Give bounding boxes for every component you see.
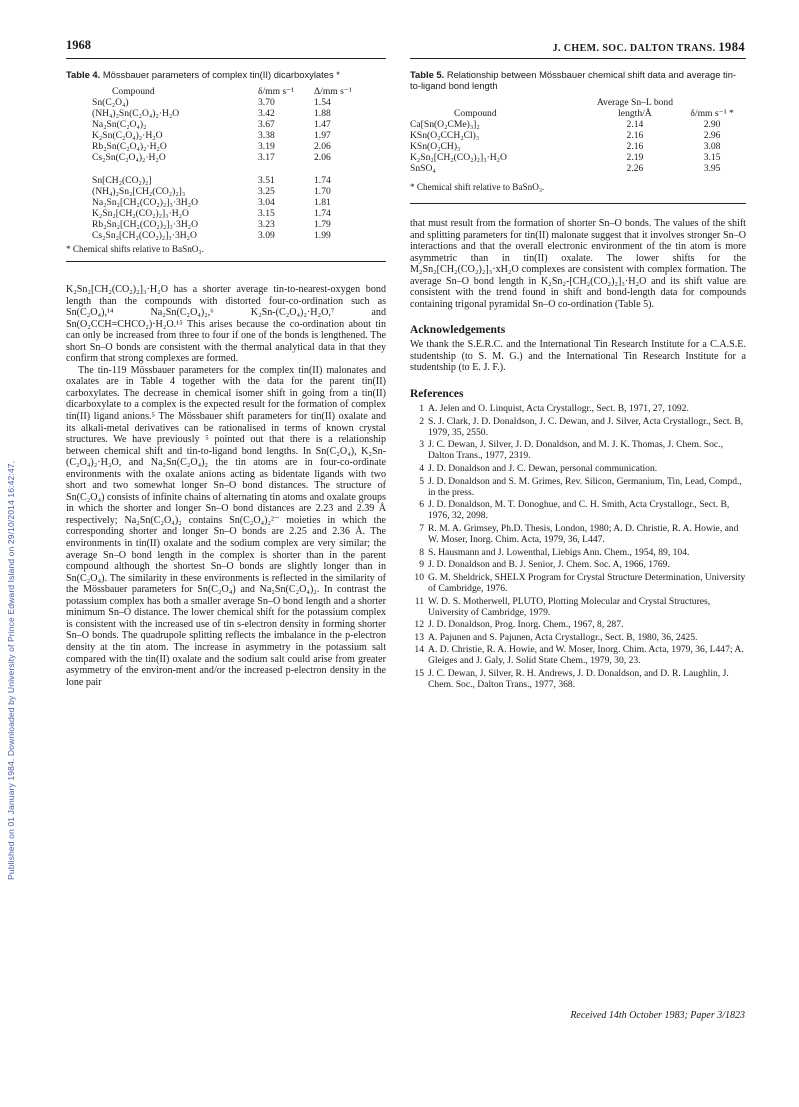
- acknowledgements-heading: Acknowledgements: [410, 324, 506, 337]
- reference-number: 2: [419, 415, 424, 427]
- table5-cell: 2.16: [626, 141, 644, 152]
- reference-item: [410, 463, 746, 474]
- table4-malonate-cell: Rb₂Sn₂[CH₂(CO₂)₂]₃·3H₂O: [92, 219, 199, 230]
- table4-oxalate-cell: 1.88: [314, 108, 331, 119]
- table4-malonate-cell: (NH₄)₂Sn₂[CH₂(CO₂)₂]₃: [92, 186, 186, 197]
- table4-malonate-cell: 1.70: [314, 186, 331, 197]
- table4-malonate-row: [90, 219, 372, 230]
- reference-item: [410, 416, 746, 438]
- reference-number: 14: [414, 644, 424, 656]
- table4-malonate-cell: Na₂Sn₂[CH₂(CO₂)₂]₃·3H₂O: [92, 197, 199, 208]
- table4-oxalate-row: [90, 108, 372, 119]
- table4-oxalate-row: [90, 152, 372, 163]
- reference-item: [410, 572, 746, 594]
- table4-oxalate-row: [90, 141, 372, 152]
- table4-oxalate-cell: 1.97: [314, 130, 331, 141]
- table4-header-splitting: Δ/mm s⁻¹: [314, 86, 352, 97]
- reference-item: [410, 619, 746, 630]
- table4-malonate-row: [90, 197, 372, 208]
- right-column: [410, 58, 746, 692]
- table4-header-compound: Compound: [112, 86, 155, 97]
- table4-oxalate-cell: 3.67: [258, 119, 275, 130]
- reference-text: J. C. Dewan, J. Silver, J. D. Donaldson, and M. J. K. Thomas, J. Chem. Soc., Dalton Trans., 1977, 2319.: [428, 439, 723, 462]
- table5-row: [410, 141, 746, 152]
- table5-cell: 2.14: [626, 119, 644, 130]
- table4-malonate-row: [90, 186, 372, 197]
- table4-malonate-cell: Cs₂Sn₂[CH₂(CO₂)₂]₃·3H₂O: [92, 230, 197, 241]
- table5-cell: 2.26: [626, 163, 644, 174]
- table5-cell: 2.90: [703, 119, 721, 130]
- table5-cell: 2.96: [703, 130, 721, 141]
- reference-text: S. J. Clark, J. D. Donaldson, J. C. Dewan, and J. Silver, Acta Crystallogr., Sect. B, 1979, 35, 2550.: [428, 415, 744, 438]
- table4-oxalate-row: [90, 97, 372, 108]
- table5-row: [410, 152, 746, 163]
- table5-row: [410, 130, 746, 141]
- table5-cell: KSn(O₂CH)₃: [410, 141, 461, 152]
- reference-number: 3: [419, 439, 424, 451]
- references-heading: References: [410, 388, 464, 401]
- reference-text: A. Jelen and O. Linquist, Acta Crystallogr., Sect. B, 1971, 27, 1092.: [428, 403, 689, 415]
- table4-oxalate-cell: Cs₂Sn(C₂O₄)₂·H₂O: [92, 152, 166, 163]
- table4-malonate-cell: 3.04: [258, 197, 275, 208]
- table5-row: [410, 119, 746, 130]
- table4-oxalate-cell: K₂Sn(C₂O₄)₂·H₂O: [92, 130, 163, 141]
- table5-header-shift: δ/mm s⁻¹ *: [690, 108, 734, 119]
- table4-malonate-row: [90, 208, 372, 219]
- reference-item: [410, 644, 746, 666]
- paragraph-2: The tin-119 Mössbauer parameters for the complex tin(II) malonates and oxalates are in Table 4 together with the data for the parent tin(II) carboxylates. The decrease in chemical isomer shift in going from a tin(II) dicarboxylate to a complex is the expected result for the formation of complex tin(II) ligand anions.⁵ The Mössbauer shift parameters for tin(II) oxalate and its alkali-metal derivatives can be rationalised in terms of known crystal structures. We have previously ⁵ pointed out that there is a relationship between chemical shift and tin-to-ligand bond lengths. In Sn(C₂O₄), K₂Sn-(C₂O₄)₂·H₂O, and Na₂Sn(C₂O₄)₂ the tin atoms are in four-co-ordinate environments with the oxalate anions acting as bidentate ligands with two short and two somewhat longer Sn–O bond distances. The structure of Sn(C₂O₄) consists of infinite chains of alternating tin atoms and oxalate groups in which the shorter and longer Sn–O bond distances are 2.23 and 2.39 Å respectively; Na₂Sn(C₂O₄)₂ contains Sn(C₂O₄)₂²⁻ moieties in which the corresponding shorter and longer Sn–O bonds are 2.25 and 2.36 Å. The environments in tin(II) oxalate and the sodium complex are very similar; the average Sn–O bond length in the complex is shorter than in the parent compound although the shortest Sn–O bonds are slightly longer than in Sn(C₂O₄). The similarity in these environments is reflected in the similarity of the Mössbauer parameters for Sn(C₂O₄) and Na₂Sn(C₂O₄)₂. In contrast the potassium complex has both a smaller average Sn–O bond length and a shorter minimum Sn–O distance. The lower chemical shift for the potassium complex is consistent with the increased use of tin s-electron density in forming shorter Sn–O bonds. The quadrupole splitting reflects the imbalance in the p-electron density at the tin atom. The increase in asymmetry in the potassium salt compared with the tin(II) oxalate and the sodium salt could arise from greater asymmetry of the environ-ment and/or the increased p-electron density in the lone pair: [66, 364, 386, 688]
- reference-number: 4: [419, 462, 424, 474]
- table5-footnote: * Chemical shift relative to BaSnO₃.: [410, 182, 545, 192]
- table4-label: Table 4.: [66, 69, 101, 80]
- table4-malonate-cell: K₂Sn₂[CH₂(CO₂)₂]₃·H₂O: [92, 208, 189, 219]
- reference-item: [410, 547, 746, 558]
- reference-text: J. D. Donaldson and J. C. Dewan, personal communication.: [428, 462, 658, 474]
- table5-caption: [410, 69, 746, 91]
- reference-item: [410, 439, 746, 461]
- reference-number: 10: [414, 571, 424, 583]
- table4: [90, 86, 372, 241]
- reference-text: J. D. Donaldson, Prog. Inorg. Chem., 1967, 8, 287.: [428, 619, 624, 631]
- table5-cell: 3.08: [703, 141, 721, 152]
- reference-text: G. M. Sheldrick, SHELX Program for Crystal Structure Determination, University of Cambridge, 1976.: [428, 571, 746, 594]
- reference-text: R. M. A. Grimsey, Ph.D. Thesis, London, 1980; A. D. Christie, R. A. Howie, and W. Moser, Inorg. Chim. Acta, 1979, 36, L447.: [428, 522, 739, 546]
- reference-item: [410, 632, 746, 643]
- left-column: [66, 58, 386, 688]
- table4-footnote: * Chemical shifts relative to BaSnO₃.: [66, 244, 204, 254]
- table4-malonate-cell: 3.09: [258, 230, 275, 241]
- table4-caption: [66, 69, 386, 80]
- table4-oxalate-cell: 3.17: [258, 152, 275, 163]
- table5-cell: 2.19: [626, 152, 644, 163]
- table4-malonate-cell: 1.74: [314, 175, 331, 186]
- reference-list: [410, 403, 746, 690]
- table4-oxalate-cell: 1.47: [314, 119, 331, 130]
- reference-number: 6: [419, 499, 424, 511]
- reference-item: [410, 523, 746, 545]
- table4-oxalate-cell: 3.19: [258, 141, 275, 152]
- reference-item: [410, 403, 746, 414]
- table4-malonate-cell: 3.51: [258, 175, 275, 186]
- reference-item: [410, 668, 746, 690]
- table5-cell: KSn(O₂CCH₂Cl)₃: [410, 130, 480, 141]
- received-line: Received 14th October 1983; Paper 3/1823: [570, 1010, 745, 1021]
- table4-oxalate-cell: Na₂Sn(C₂O₄)₂: [92, 119, 147, 130]
- paragraph-3: that must result from the formation of shorter Sn–O bonds. The values of the shift and splitting parameters for tin(II) malonate suggest that it involves stronger Sn–O interactions and that the overall electronic environment of the tin atom is more asymmetric than in tin(II) oxalate. The lower shifts for the M₂Sn₂[CH₂(CO₂)₂]₃·xH₂O complexes are consistent with complex formation. The average Sn–O bond length in K₂Sn₂-[CH₂(CO₂)₂]₃·H₂O and its shift value are consistent with the trend found in shift and bond-length data for compounds containing trigonal pyramidal Sn–O co-ordination (Table 5).: [410, 218, 746, 310]
- reference-text: J. D. Donaldson, M. T. Donoghue, and C. H. Smith, Acta Crystallogr., Sect. B, 1976, 32, 2098.: [428, 499, 730, 522]
- reference-text: A. D. Christie, R. A. Howie, and W. Moser, Inorg. Chim. Acta, 1979, 36, L447; A. Gleiges and J. Galy, J. Solid State Chem., 1979, 30, 23.: [428, 644, 744, 667]
- table4-malonate-cell: 1.81: [314, 197, 331, 208]
- table4-malonate-cell: 3.25: [258, 186, 275, 197]
- reference-number: 12: [414, 619, 424, 631]
- table4-header-shift: δ/mm s⁻¹: [258, 86, 295, 97]
- table5-header-bond-length: Average Sn–L bond length/Å: [596, 97, 674, 119]
- reference-number: 5: [419, 475, 424, 487]
- reference-text: J. D. Donaldson and S. M. Grimes, Rev. Silicon, Germanium, Tin, Lead, Compd., in the press.: [428, 475, 742, 498]
- table4-malonate-cell: 1.74: [314, 208, 331, 219]
- table4-oxalate-cell: Rb₂Sn(C₂O₄)₂·H₂O: [92, 141, 167, 152]
- table4-caption-text: Mössbauer parameters of complex tin(II) dicarboxylates *: [100, 69, 340, 80]
- table5-cell: Ca[Sn(O₂CMe)₃]₂: [410, 119, 480, 130]
- page-number: 1968: [66, 38, 91, 52]
- table5-row: [410, 163, 746, 174]
- table4-oxalate-row: [90, 119, 372, 130]
- table4-malonate-cell: 3.15: [258, 208, 275, 219]
- table5-label: Table 5.: [410, 69, 445, 80]
- table4-malonate-cell: Sn[CH₂(CO₂)₂]: [92, 175, 152, 186]
- table5-header-compound: Compound: [454, 108, 497, 119]
- table4-oxalate-cell: 2.06: [314, 141, 331, 152]
- reference-number: 9: [419, 559, 424, 571]
- table4-oxalate-row: [90, 130, 372, 141]
- table4-oxalate-cell: (NH₄)₂Sn(C₂O₄)₂·H₂O: [92, 108, 180, 119]
- paragraph-1: K₂Sn₂[CH₂(CO₂)₂]₃·H₂O has a shorter average tin-to-nearest-oxygen bond length than the compounds with distorted four-co-ordination such as Sn(C₂O₄),¹⁴ Na₂Sn(C₂O₄)₂,⁶ K₂Sn-(C₂O₄)₂·H₂O,⁷ and Sn(O₂CCH=CHCO₂)·H₂O.¹⁵ This arises because the co-ordination about tin can only be increased from three to four if one of the bonds is lengthened. The short Sn–O bonds are consistent with the thermal analytical data in that they confirm that strong complexes are formed.: [66, 284, 386, 365]
- table4-malonate-row: [90, 175, 372, 186]
- table4-oxalate-cell: 3.70: [258, 97, 275, 108]
- table4-malonate-cell: 3.23: [258, 219, 275, 230]
- table5-cell: 3.15: [703, 152, 721, 163]
- reference-item: [410, 559, 746, 570]
- reference-item: [410, 499, 746, 521]
- reference-text: J. D. Donaldson and B. J. Senior, J. Chem. Soc. A, 1966, 1769.: [428, 559, 670, 571]
- journal-year: 1984: [718, 40, 745, 54]
- reference-text: J. C. Dewan, J. Silver, R. H. Andrews, J. D. Donaldson, and D. R. Laughlin, J. Chem. Soc., Dalton Trans., 1977, 368.: [428, 668, 729, 691]
- table5-cell: K₂Sn₂[CH₂(CO₂)₂]₃·H₂O: [410, 152, 507, 163]
- table5: [410, 97, 746, 174]
- table4-oxalate-cell: 1.54: [314, 97, 331, 108]
- download-watermark: Published on 01 January 1984. Downloaded by University of Prince Edward Island on 29/10/2014 16:42:47.: [6, 460, 16, 880]
- reference-item: [410, 596, 746, 618]
- table4-malonate-cell: 1.99: [314, 230, 331, 241]
- reference-number: 13: [414, 631, 424, 643]
- table5-cell: SnSO₄: [410, 163, 436, 174]
- table5-caption-text: Relationship between Mössbauer chemical shift data and average tin-to-ligand bond length: [410, 69, 737, 91]
- reference-number: 11: [414, 595, 424, 607]
- table4-oxalate-cell: 2.06: [314, 152, 331, 163]
- table4-oxalate-cell: 3.38: [258, 130, 275, 141]
- table4-malonate-row: [90, 230, 372, 241]
- journal-name: J. CHEM. SOC. DALTON TRANS.: [552, 43, 716, 54]
- table4-oxalate-cell: 3.42: [258, 108, 275, 119]
- reference-number: 15: [414, 668, 424, 680]
- table4-oxalate-cell: Sn(C₂O₄): [92, 97, 129, 108]
- reference-number: 8: [419, 546, 424, 558]
- journal-header: [553, 40, 745, 55]
- table4-malonate-cell: 1.79: [314, 219, 331, 230]
- reference-number: 7: [419, 522, 424, 534]
- table5-cell: 3.95: [703, 163, 721, 174]
- reference-item: [410, 476, 746, 498]
- acknowledgements-text: We thank the S.E.R.C. and the International Tin Research Institute for a C.A.S.E. studentship (to S. M. G.) and the International Tin Research Institute for a studentship (to E. J. F.).: [410, 339, 746, 374]
- reference-text: A. Pajunen and S. Pajunen, Acta Crystallogr., Sect. B, 1980, 36, 2425.: [428, 631, 698, 643]
- reference-text: S. Hausmann and J. Lowenthal, Liebigs Ann. Chem., 1954, 89, 104.: [428, 546, 690, 558]
- table5-cell: 2.16: [626, 130, 644, 141]
- reference-number: 1: [419, 403, 424, 415]
- reference-text: W. D. S. Motherwell, PLUTO, Plotting Molecular and Crystal Structures, University of Cambridge, 1979.: [428, 595, 711, 618]
